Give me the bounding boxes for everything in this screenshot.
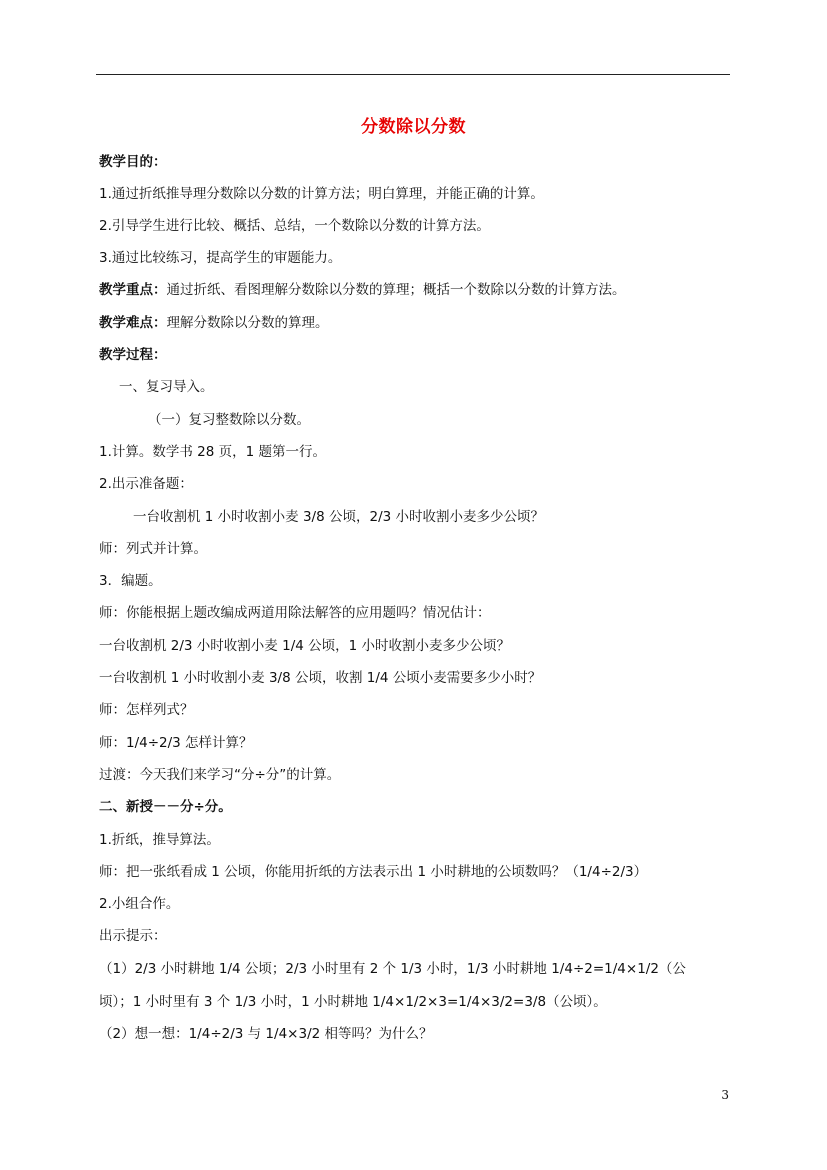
line-text: 1.折纸，推导算法。 xyxy=(99,832,220,848)
line-text: 师：怎样列式？ xyxy=(99,702,194,718)
text-line xyxy=(99,313,329,333)
text-line xyxy=(99,700,194,720)
line-text: 2.小组合作。 xyxy=(99,896,180,912)
bold-label: 教学难点： xyxy=(99,315,167,331)
line-text: 3.通过比较练习，提高学生的审题能力。 xyxy=(99,250,342,266)
line-text: 一台收割机 1 小时收割小麦 3/8 公顷，2/3 小时收割小麦多少公顷？ xyxy=(133,509,544,525)
line-text: 顷）；1 小时里有 3 个 1/3 小时，1 小时耕地 1/4×1/2×3=1/4×3/2=3/8（公顷）。 xyxy=(99,994,607,1010)
line-text: 师：1/4÷2/3 怎样计算？ xyxy=(99,735,253,751)
text-line xyxy=(99,571,162,591)
text-line xyxy=(99,345,167,365)
bold-label: 二、新授－－分÷分。 xyxy=(99,799,232,815)
text-line xyxy=(99,216,490,236)
text-line xyxy=(99,668,541,688)
text-line xyxy=(119,377,214,397)
bold-label: 教学重点： xyxy=(99,282,167,298)
text-line xyxy=(99,765,340,785)
page-number: 3 xyxy=(721,1088,729,1102)
text-line xyxy=(99,603,491,623)
text-line xyxy=(99,474,193,494)
line-text: 1.计算。数学书 28 页，1 题第一行。 xyxy=(99,444,327,460)
header-rule xyxy=(96,74,730,75)
text-line xyxy=(99,959,686,979)
line-text: 通过折纸、看图理解分数除以分数的算理；概括一个数除以分数的计算方法。 xyxy=(166,282,626,298)
text-line xyxy=(99,442,326,462)
text-line xyxy=(99,733,253,753)
text-line xyxy=(99,184,544,204)
text-line xyxy=(133,507,544,527)
text-line xyxy=(99,894,179,914)
line-text: 1.通过折纸推导理分数除以分数的计算方法；明白算理，并能正确的计算。 xyxy=(99,186,544,202)
line-text: 一、复习导入。 xyxy=(119,379,214,395)
line-text: 2.引导学生进行比较、概括、总结，一个数除以分数的计算方法。 xyxy=(99,218,490,234)
document-title: 分数除以分数 xyxy=(361,117,466,137)
line-text: 理解分数除以分数的算理。 xyxy=(166,315,329,331)
text-line xyxy=(99,636,510,656)
line-text: 师：把一张纸看成 1 公顷，你能用折纸的方法表示出 1 小时耕地的公顷数吗？（1/4÷2/3） xyxy=(99,864,648,880)
text-line xyxy=(99,830,220,850)
text-line xyxy=(99,539,207,559)
text-line xyxy=(99,926,167,946)
line-text: 一台收割机 1 小时收割小麦 3/8 公顷，收割 1/4 公顷小麦需要多少小时？ xyxy=(99,670,542,686)
line-text: 2.出示准备题： xyxy=(99,476,193,492)
line-text: 3．编题。 xyxy=(99,573,162,589)
text-line xyxy=(99,992,607,1012)
bold-label: 教学目的： xyxy=(99,154,167,170)
text-line xyxy=(99,248,341,268)
text-line xyxy=(99,152,167,172)
text-line xyxy=(99,797,232,817)
line-text: （1）2/3 小时耕地 1/4 公顷；2/3 小时里有 2 个 1/3 小时，1/3 小时耕地 1/4÷2=1/4×1/2（公 xyxy=(99,961,686,977)
line-text: （一）复习整数除以分数。 xyxy=(148,412,310,428)
line-text: 出示提示： xyxy=(99,928,167,944)
line-text: 一台收割机 2/3 小时收割小麦 1/4 公顷，1 小时收割小麦多少公顷？ xyxy=(99,638,510,654)
line-text: 师：你能根据上题改编成两道用除法解答的应用题吗？情况估计： xyxy=(99,605,491,621)
text-line xyxy=(99,280,626,300)
line-text: 过渡：今天我们来学习“分÷分”的计算。 xyxy=(99,767,341,783)
text-line xyxy=(99,1024,433,1044)
bold-label: 教学过程： xyxy=(99,347,167,363)
line-text: （2）想一想：1/4÷2/3 与 1/4×3/2 相等吗？为什么？ xyxy=(99,1026,433,1042)
text-line xyxy=(99,862,647,882)
line-text: 师：列式并计算。 xyxy=(99,541,207,557)
text-line xyxy=(148,410,310,430)
